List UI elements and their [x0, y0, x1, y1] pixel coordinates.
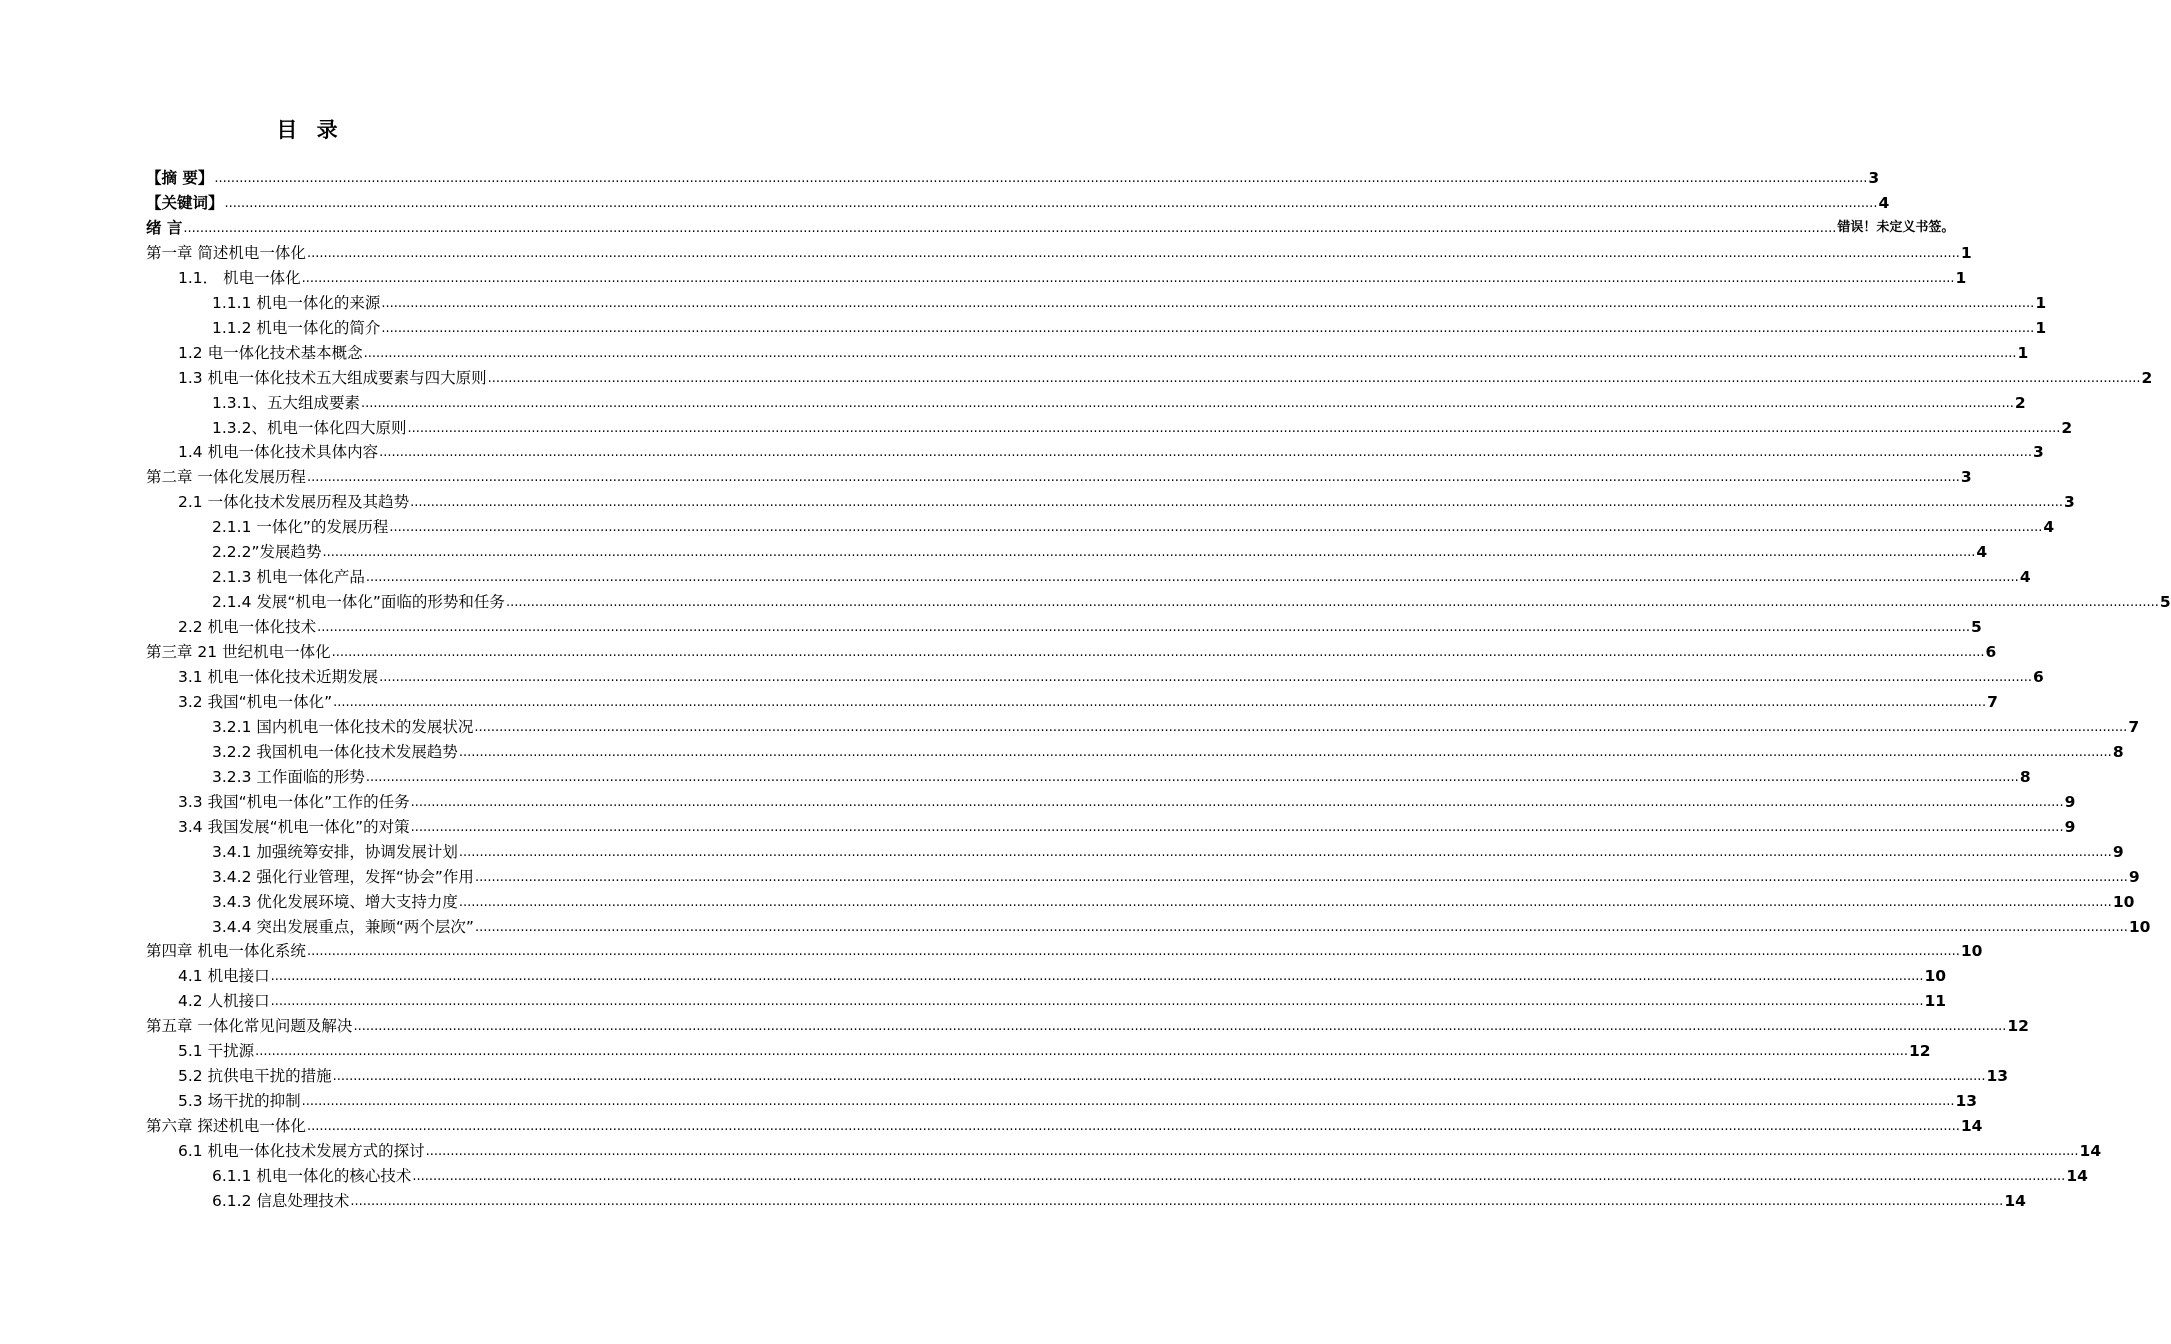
toc-dot-leader: ................................................................................................................................................................................................................................................................................................................................................................................................................: [363, 345, 2017, 361]
toc-entry[interactable]: [178, 1062, 2009, 1086]
toc-entry[interactable]: [212, 314, 2047, 338]
toc-entry-page: 10: [1960, 942, 1983, 961]
toc-entry-label: 2.2.2”发展趋势: [212, 543, 322, 562]
toc-entry-page: 10: [1924, 967, 1947, 986]
toc-entry-label: 3.1 机电一体化技术近期发展: [178, 668, 379, 686]
toc-entry-label: 1.3 机电一体化技术五大组成要素与四大原则: [178, 368, 487, 387]
toc-entry-label: 第五章 一体化常见问题及解决: [146, 1017, 353, 1036]
toc-entry-page: 错误！未定义书签。: [1837, 219, 1955, 235]
toc-entry-label: 【关键词】: [146, 193, 224, 212]
toc-entry-page: 10: [2112, 892, 2135, 911]
toc-entry-page: 4: [2043, 518, 2055, 537]
toc-entry-page: 1: [2017, 343, 2029, 362]
toc-entry[interactable]: [212, 888, 2135, 912]
toc-entry[interactable]: [212, 863, 2140, 887]
toc-entry[interactable]: [178, 339, 2029, 363]
toc-dot-leader: ................................................................................................................................................................................................................................................................................................................................................................................................................: [458, 844, 2112, 860]
toc-entry[interactable]: [212, 588, 2171, 612]
toc-dot-leader: ................................................................................................................................................................................................................................................................................................................................................................................................................: [365, 769, 2019, 785]
toc-entry-page: 7: [1987, 692, 1998, 711]
toc-entry-label: 第四章 机电一体化系统: [146, 942, 306, 961]
toc-entry[interactable]: [178, 613, 1982, 637]
toc-entry-page: 6: [1985, 643, 1997, 662]
toc-entry-label: 2.1.4 发展“机电一体化”面临的形势和任务: [212, 593, 505, 612]
toc-entry-page: 1: [2035, 293, 2047, 312]
toc-dot-leader: ................................................................................................................................................................................................................................................................................................................................................................................................................: [412, 1169, 2066, 1184]
toc-entry-page: 12: [1909, 1042, 1931, 1061]
toc-entry-label: 6.1.1 机电一体化的核心技术: [212, 1167, 412, 1185]
toc-dot-leader: ................................................................................................................................................................................................................................................................................................................................................................................................................: [425, 1144, 2079, 1160]
toc-dot-leader: ................................................................................................................................................................................................................................................................................................................................................................................................................: [381, 320, 2035, 336]
toc-dot-leader: ................................................................................................................................................................................................................................................................................................................................................................................................................: [381, 295, 2035, 311]
toc-entry-label: 3.3 我国“机电一体化”工作的任务: [178, 792, 410, 811]
toc-entry-page: 6: [2033, 668, 2044, 686]
toc-entry-label: 5.3 场干扰的抑制: [178, 1092, 301, 1111]
toc-entry-page: 4: [1976, 543, 1988, 562]
toc-entry[interactable]: [146, 463, 1972, 487]
toc-entry-page: 14: [2004, 1191, 2026, 1210]
toc-dot-leader: ................................................................................................................................................................................................................................................................................................................................................................................................................: [474, 719, 2128, 735]
toc-entry-label: 2.1.1 一体化”的发展历程: [212, 518, 389, 537]
toc-dot-leader: ................................................................................................................................................................................................................................................................................................................................................................................................................: [270, 994, 1924, 1010]
toc-dot-leader: ................................................................................................................................................................................................................................................................................................................................................................................................................: [458, 894, 2112, 910]
toc-dot-leader: ................................................................................................................................................................................................................................................................................................................................................................................................................: [214, 171, 1868, 186]
toc-entry[interactable]: [212, 513, 2055, 537]
toc-entry[interactable]: [178, 488, 2075, 512]
toc-entry[interactable]: [146, 937, 1983, 961]
toc-entry-label: 4.1 机电接口: [178, 967, 270, 986]
toc-entry-label: 3.2.1 国内机电一体化技术的发展状况: [212, 717, 474, 736]
toc-entry-label: 1.1.1 机电一体化的来源: [212, 293, 381, 312]
toc-entry-label: 1.1． 机电一体化: [178, 268, 301, 287]
toc-entry-label: 1.1.2 机电一体化的简介: [212, 318, 381, 337]
toc-entry-page: 3: [2033, 443, 2044, 462]
toc-dot-leader: ................................................................................................................................................................................................................................................................................................................................................................................................................: [410, 819, 2064, 835]
toc-dot-leader: ................................................................................................................................................................................................................................................................................................................................................................................................................: [474, 869, 2128, 885]
toc-entry-page: 13: [1986, 1067, 2009, 1086]
toc-entry-label: 第三章 21 世纪机电一体化: [146, 643, 331, 662]
toc-entry-label: 2.1 一体化技术发展历程及其趋势: [178, 493, 410, 512]
toc-dot-leader: ................................................................................................................................................................................................................................................................................................................................................................................................................: [360, 395, 2014, 411]
toc-entry-label: 绪 言: [146, 218, 183, 237]
toc-entry-page: 5: [2159, 593, 2171, 612]
toc-dot-leader: ................................................................................................................................................................................................................................................................................................................................................................................................................: [301, 1094, 1955, 1110]
toc-entry-page: 1: [2035, 318, 2047, 337]
toc-entry-page: 10: [2128, 917, 2151, 936]
toc-entry-page: 1: [1955, 268, 1967, 287]
toc-entry-label: 1.2 电一体化技术基本概念: [178, 343, 363, 362]
toc-dot-leader: ................................................................................................................................................................................................................................................................................................................................................................................................................: [333, 694, 1987, 710]
toc-entry-page: 9: [2128, 867, 2140, 886]
toc-dot-leader: ................................................................................................................................................................................................................................................................................................................................................................................................................: [474, 919, 2128, 935]
toc-entry-label: 第六章 探述机电一体化: [146, 1117, 306, 1136]
toc-entry-page: 7: [2128, 717, 2140, 736]
toc-entry-page: 12: [2007, 1017, 2029, 1036]
toc-entry-page: 2: [2014, 393, 2026, 412]
toc-entry-label: 6.1.2 信息处理技术: [212, 1191, 350, 1210]
toc-entry-page: 2: [2141, 368, 2153, 387]
toc-dot-leader: ................................................................................................................................................................................................................................................................................................................................................................................................................: [487, 370, 2141, 386]
toc-dot-leader: ................................................................................................................................................................................................................................................................................................................................................................................................................: [379, 670, 2033, 685]
toc-entry[interactable]: [178, 788, 2076, 812]
toc-dot-leader: ................................................................................................................................................................................................................................................................................................................................................................................................................: [322, 545, 1976, 561]
toc-entry-label: 第二章 一体化发展历程: [146, 468, 306, 487]
toc-dot-leader: ................................................................................................................................................................................................................................................................................................................................................................................................................: [306, 1119, 1960, 1135]
toc-entry-label: 4.2 人机接口: [178, 992, 270, 1011]
toc-entry[interactable]: [212, 738, 2124, 762]
toc-dot-leader: ................................................................................................................................................................................................................................................................................................................................................................................................................: [224, 195, 1878, 211]
toc-entry-page: 14: [2079, 1142, 2102, 1161]
toc-entry[interactable]: [212, 289, 2047, 313]
toc-dot-leader: ................................................................................................................................................................................................................................................................................................................................................................................................................: [301, 270, 1955, 286]
toc-entry[interactable]: [178, 663, 2044, 687]
toc-entry[interactable]: [212, 1162, 2088, 1186]
toc-entry[interactable]: [212, 838, 2124, 862]
toc-dot-leader: ................................................................................................................................................................................................................................................................................................................................................................................................................: [306, 944, 1960, 960]
toc-entry[interactable]: [212, 389, 2026, 413]
toc-entry[interactable]: [178, 364, 2153, 388]
toc-dot-leader: ................................................................................................................................................................................................................................................................................................................................................................................................................: [331, 645, 1985, 661]
toc-entry-label: 3.4 我国发展“机电一体化”的对策: [178, 817, 410, 836]
toc-entry-page: 9: [2064, 817, 2076, 836]
toc-entry-page: 4: [1878, 193, 1890, 212]
toc-entry-label: 第一章 简述机电一体化: [146, 243, 306, 262]
toc-entry-page: 8: [2112, 742, 2124, 761]
toc-entry-label: 3.2.3 工作面临的形势: [212, 767, 365, 786]
toc-entry[interactable]: [146, 164, 1880, 188]
toc-dot-leader: ................................................................................................................................................................................................................................................................................................................................................................................................................: [317, 620, 1971, 636]
toc-entry[interactable]: [178, 688, 1998, 712]
toc-entry-page: 5: [1971, 618, 1982, 637]
toc-entry-page: 3: [1868, 169, 1880, 187]
toc-entry-page: 1: [1960, 243, 1972, 262]
toc-entry[interactable]: [212, 414, 2073, 438]
toc-entry[interactable]: [178, 987, 1947, 1011]
toc-entry[interactable]: [178, 438, 2044, 462]
toc-entry-label: 1.3.1、五大组成要素: [212, 393, 360, 412]
toc-entry[interactable]: [178, 1037, 1931, 1061]
toc-dot-leader: ................................................................................................................................................................................................................................................................................................................................................................................................................: [306, 245, 1960, 261]
toc-dot-leader: ................................................................................................................................................................................................................................................................................................................................................................................................................: [183, 220, 1837, 236]
toc-entry-label: 3.4.3 优化发展环境、增大支持力度: [212, 892, 458, 911]
toc-entry[interactable]: [146, 1012, 2029, 1036]
toc-entry-label: 3.4.4 突出发展重点，兼顾“两个层次”: [212, 917, 474, 936]
toc-entry-page: 2: [2061, 418, 2073, 437]
toc-entry-label: 5.1 干扰源: [178, 1042, 255, 1061]
toc-dot-leader: ................................................................................................................................................................................................................................................................................................................................................................................................................: [458, 744, 2112, 760]
toc-entry[interactable]: [212, 563, 2031, 587]
toc-entry[interactable]: [146, 189, 1890, 213]
toc-entry[interactable]: [178, 1087, 1978, 1111]
toc-entry[interactable]: [178, 962, 1947, 986]
toc-entry[interactable]: [146, 214, 1955, 238]
toc-dot-leader: ................................................................................................................................................................................................................................................................................................................................................................................................................: [350, 1193, 2004, 1209]
toc-dot-leader: ................................................................................................................................................................................................................................................................................................................................................................................................................: [505, 595, 2159, 611]
toc-entry-page: 9: [2064, 792, 2076, 811]
toc-entry[interactable]: [146, 638, 1997, 662]
toc-entry-label: 2.1.3 机电一体化产品: [212, 568, 365, 587]
toc-entry-label: 1.4 机电一体化技术具体内容: [178, 443, 379, 462]
toc-entry-label: 3.2 我国“机电一体化”: [178, 692, 333, 711]
toc-dot-leader: ................................................................................................................................................................................................................................................................................................................................................................................................................: [306, 470, 1960, 486]
toc-entry-label: 3.2.2 我国机电一体化技术发展趋势: [212, 742, 458, 761]
toc-entry-label: 【摘 要】: [146, 169, 214, 187]
toc-dot-leader: ................................................................................................................................................................................................................................................................................................................................................................................................................: [389, 520, 2043, 536]
toc-entry-page: 9: [2112, 842, 2124, 861]
toc-entry-page: 14: [1960, 1117, 1983, 1136]
toc-dot-leader: ................................................................................................................................................................................................................................................................................................................................................................................................................: [365, 570, 2019, 586]
toc-entry-label: 3.4.2 强化行业管理，发挥“协会”作用: [212, 867, 474, 886]
toc-entry-label: 6.1 机电一体化技术发展方式的探讨: [178, 1142, 425, 1161]
toc-entry[interactable]: [212, 763, 2031, 787]
toc-entry[interactable]: [212, 1187, 2026, 1211]
toc-entry[interactable]: [212, 913, 2151, 937]
toc-entry[interactable]: [212, 538, 1988, 562]
toc-entry-page: 13: [1955, 1092, 1978, 1111]
toc-entry-page: 8: [2019, 767, 2031, 786]
toc-dot-leader: ................................................................................................................................................................................................................................................................................................................................................................................................................: [410, 794, 2064, 810]
toc-dot-leader: ................................................................................................................................................................................................................................................................................................................................................................................................................: [270, 969, 1924, 985]
page-title: 目 录: [276, 118, 344, 142]
toc-entry-label: 1.3.2、机电一体化四大原则: [212, 418, 407, 437]
toc-entry-label: 3.4.1 加强统筹安排，协调发展计划: [212, 842, 458, 861]
toc-entry[interactable]: [146, 239, 1972, 263]
toc-entry-label: 5.2 抗供电干扰的措施: [178, 1067, 332, 1086]
toc-entry-page: 3: [1960, 468, 1972, 487]
toc-dot-leader: ................................................................................................................................................................................................................................................................................................................................................................................................................: [255, 1044, 1909, 1060]
toc-dot-leader: ................................................................................................................................................................................................................................................................................................................................................................................................................: [379, 445, 2033, 461]
toc-entry[interactable]: [178, 813, 2076, 837]
toc-entry[interactable]: [146, 1112, 1983, 1136]
toc-entry[interactable]: [178, 1137, 2102, 1161]
toc-dot-leader: ................................................................................................................................................................................................................................................................................................................................................................................................................: [353, 1019, 2007, 1035]
toc-entry-label: 2.2 机电一体化技术: [178, 618, 317, 637]
toc-entry-page: 3: [2064, 493, 2075, 512]
toc-dot-leader: ................................................................................................................................................................................................................................................................................................................................................................................................................: [407, 420, 2061, 436]
toc-entry-page: 11: [1924, 992, 1947, 1011]
toc-dot-leader: ................................................................................................................................................................................................................................................................................................................................................................................................................: [410, 495, 2064, 511]
toc-entry[interactable]: [212, 713, 2140, 737]
toc-entry[interactable]: [178, 264, 1967, 288]
toc-dot-leader: ................................................................................................................................................................................................................................................................................................................................................................................................................: [332, 1069, 1986, 1085]
toc-entry-page: 14: [2066, 1167, 2088, 1185]
toc-entry-page: 4: [2019, 568, 2031, 587]
